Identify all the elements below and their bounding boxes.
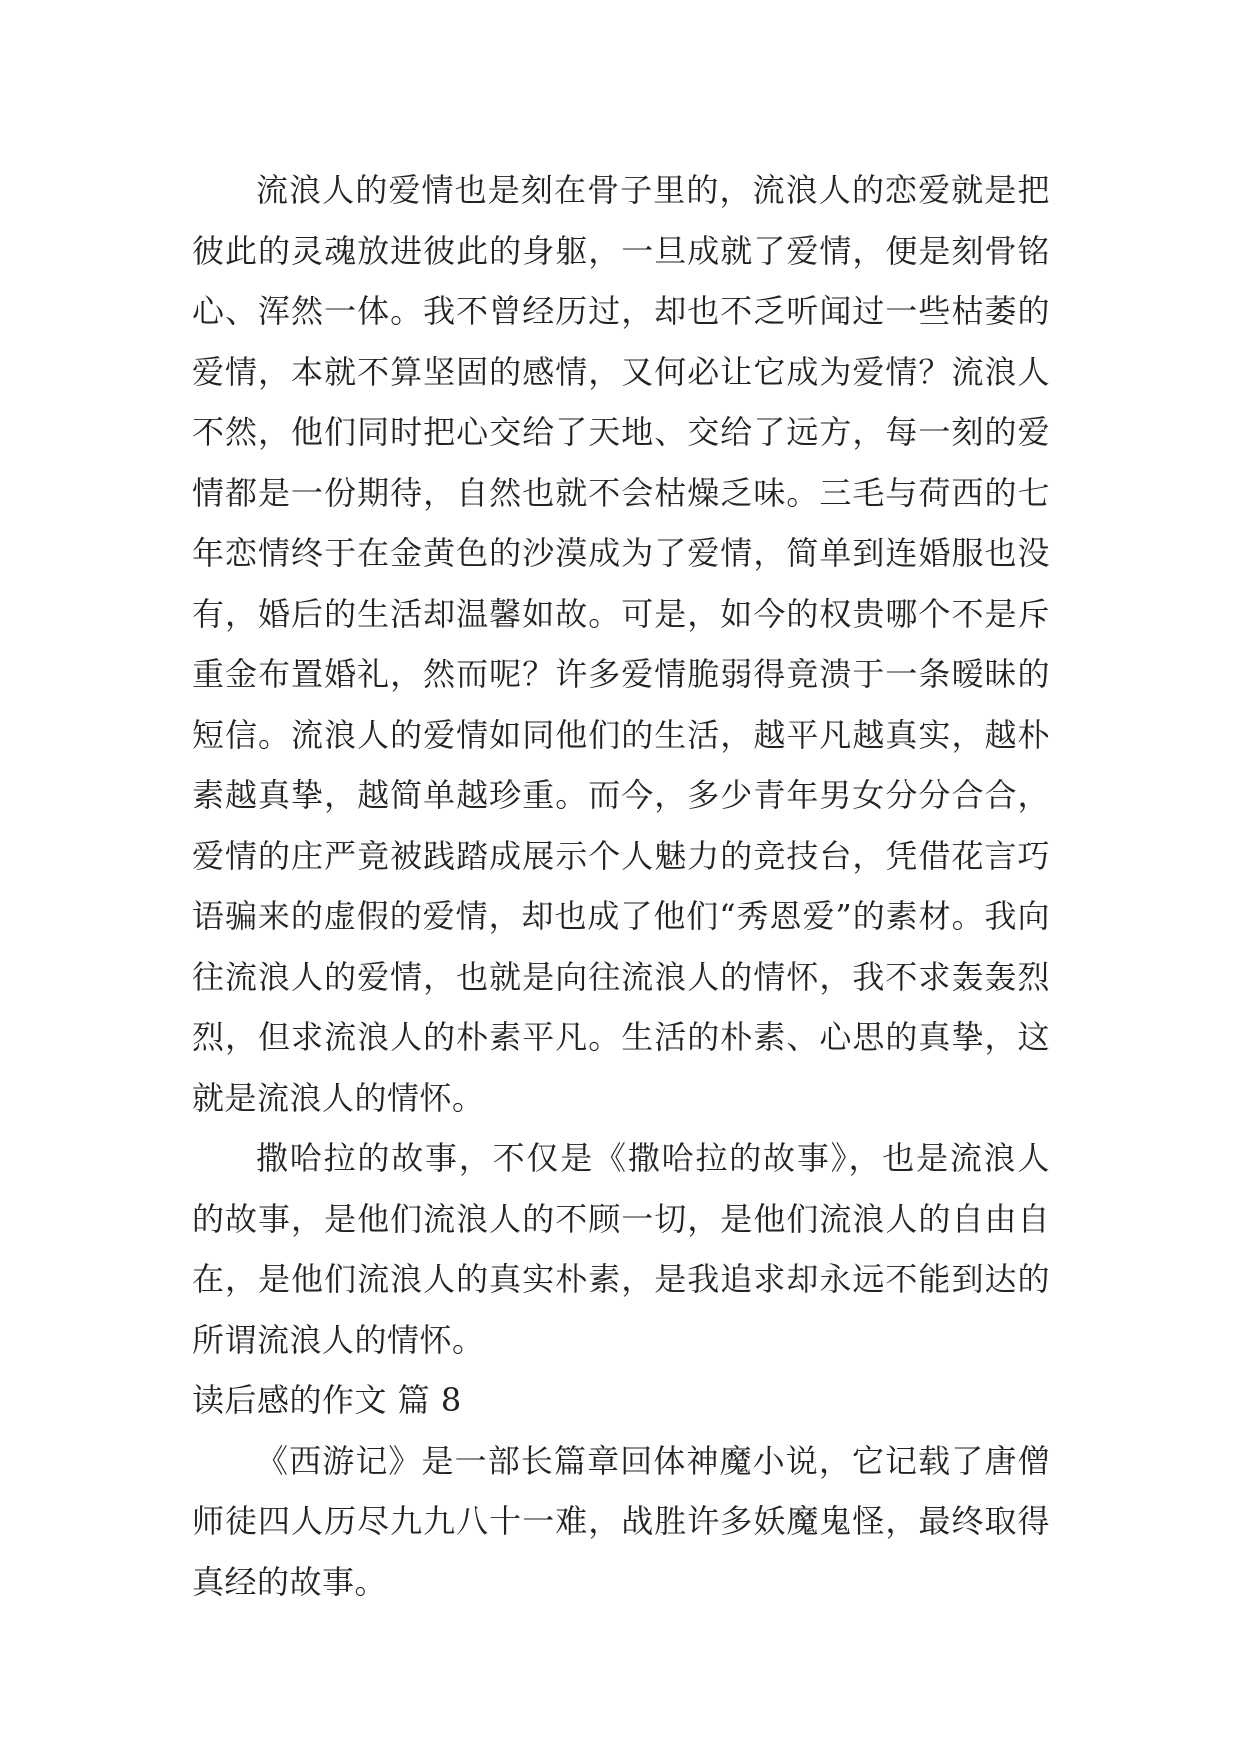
section-heading: 读后感的作文 篇 8 bbox=[192, 1381, 462, 1419]
document-body bbox=[192, 160, 1050, 1612]
paragraph-sahara-stories: 撒哈拉的故事，不仅是《撒哈拉的故事》，也是流浪人的故事，是他们流浪人的不顾一切，是他们流浪人的自由自在，是他们流浪人的真实朴素，是我追求却永远不能到达的所谓流浪人的情怀。 bbox=[192, 1139, 1050, 1359]
paragraph-journey-west: 《西游记》是一部长篇章回体神魔小说，它记载了唐僧师徒四人历尽九九八十一难，战胜许多妖魔鬼怪，最终取得真经的故事。 bbox=[192, 1441, 1050, 1601]
paragraph-wanderer-love: 流浪人的爱情也是刻在骨子里的，流浪人的恋爱就是把彼此的灵魂放进彼此的身躯，一旦成就了爱情，便是刻骨铭心、浑然一体。我不曾经历过，却也不乏听闻过一些枯萎的爱情，本就不算坚固的感情，又何必让它成为爱情？流浪人不然，他们同时把心交给了天地、交给了远方，每一刻的爱情都是一份期待，自然也就不会枯燥乏味。三毛与荷西的七年恋情终于在金黄色的沙漠成为了爱情，简单到连婚服也没有，婚后的生活却温馨如故。可是，如今的权贵哪个不是斥重金布置婚礼，然而呢？许多爱情脆弱得竟溃于一条暧昧的短信。流浪人的爱情如同他们的生活，越平凡越真实，越朴素越真挚，越简单越珍重。而今，多少青年男女分分合合，爱情的庄严竟被践踏成展示个人魅力的竞技台，凭借花言巧语骗来的虚假的爱情，却也成了他们“秀恩爱”的素材。我向往流浪人的爱情，也就是向往流浪人的情怀，我不求轰轰烈烈，但求流浪人的朴素平凡。生活的朴素、心思的真挚，这就是流浪人的情怀。 bbox=[192, 171, 1050, 1117]
